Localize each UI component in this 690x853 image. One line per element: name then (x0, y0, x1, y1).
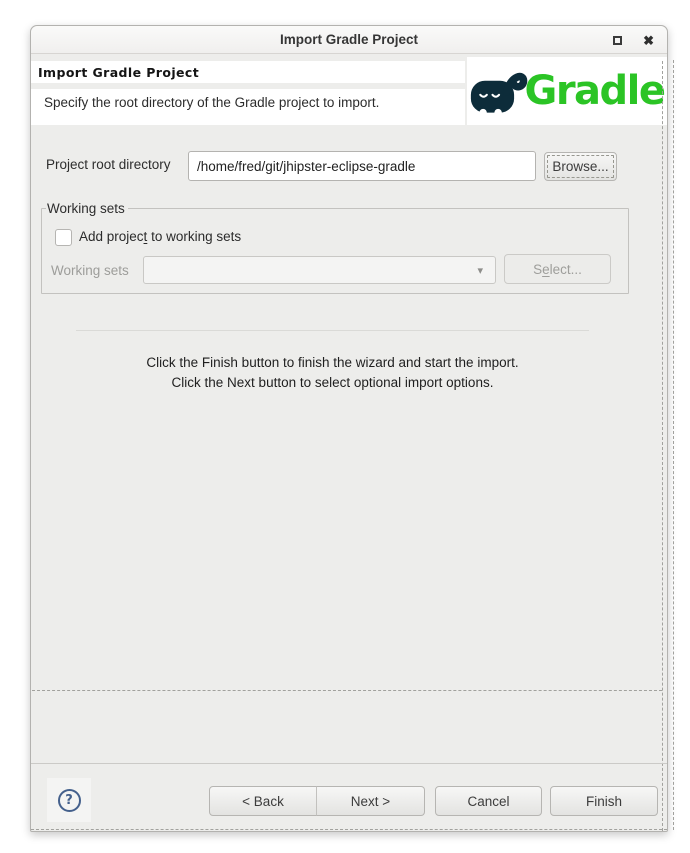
resize-guide-bottom (31, 829, 667, 830)
project-root-label: Project root directory (46, 157, 171, 172)
resize-guide-vertical-outer (673, 60, 674, 830)
add-to-working-sets-checkbox[interactable] (55, 229, 72, 246)
close-icon[interactable]: ✖ (643, 32, 654, 48)
content-separator (76, 330, 589, 331)
gradle-elephant-icon (469, 64, 531, 120)
resize-guide-vertical-inner (662, 61, 663, 831)
help-button[interactable] (47, 778, 91, 822)
wizard-banner (31, 54, 667, 131)
select-working-sets-button[interactable]: S e lect... (504, 254, 611, 284)
working-sets-group-label: Working sets (46, 201, 128, 216)
resize-guide-horizontal (32, 690, 662, 691)
banner-description-band (31, 89, 465, 125)
working-sets-combo[interactable] (143, 256, 496, 284)
banner-title-band (31, 61, 465, 83)
add-to-working-sets-label: Add project to working sets (79, 229, 242, 244)
working-sets-combo-label: Working sets (51, 263, 129, 278)
page-description: Specify the root directory of the Gradle project to import. (44, 95, 380, 110)
titlebar[interactable] (31, 26, 667, 54)
browse-button[interactable]: Browse... (544, 152, 617, 181)
window-title: Import Gradle Project (279, 32, 419, 47)
page-title: Import Gradle Project (38, 64, 200, 80)
next-button[interactable]: Next > (316, 786, 425, 816)
wizard-message: Click the Finish button to finish the wizard and start the import. Click the Next button to select optional import options. (146, 355, 519, 390)
window-controls (613, 26, 654, 54)
chevron-down-icon: ▾ (477, 264, 483, 277)
project-root-input[interactable] (188, 151, 536, 181)
gradle-logo (469, 62, 664, 120)
help-icon: ? (58, 789, 81, 812)
footer-separator (31, 763, 667, 764)
back-button[interactable]: < Back (209, 786, 317, 816)
cancel-button[interactable]: Cancel (435, 786, 542, 816)
finish-button[interactable]: Finish (550, 786, 658, 816)
banner-logo-band (467, 57, 667, 125)
import-gradle-dialog (30, 25, 668, 832)
maximize-icon[interactable] (613, 36, 622, 45)
wizard-message-area (76, 353, 589, 393)
gradle-logo-word: Gradle (524, 68, 665, 114)
